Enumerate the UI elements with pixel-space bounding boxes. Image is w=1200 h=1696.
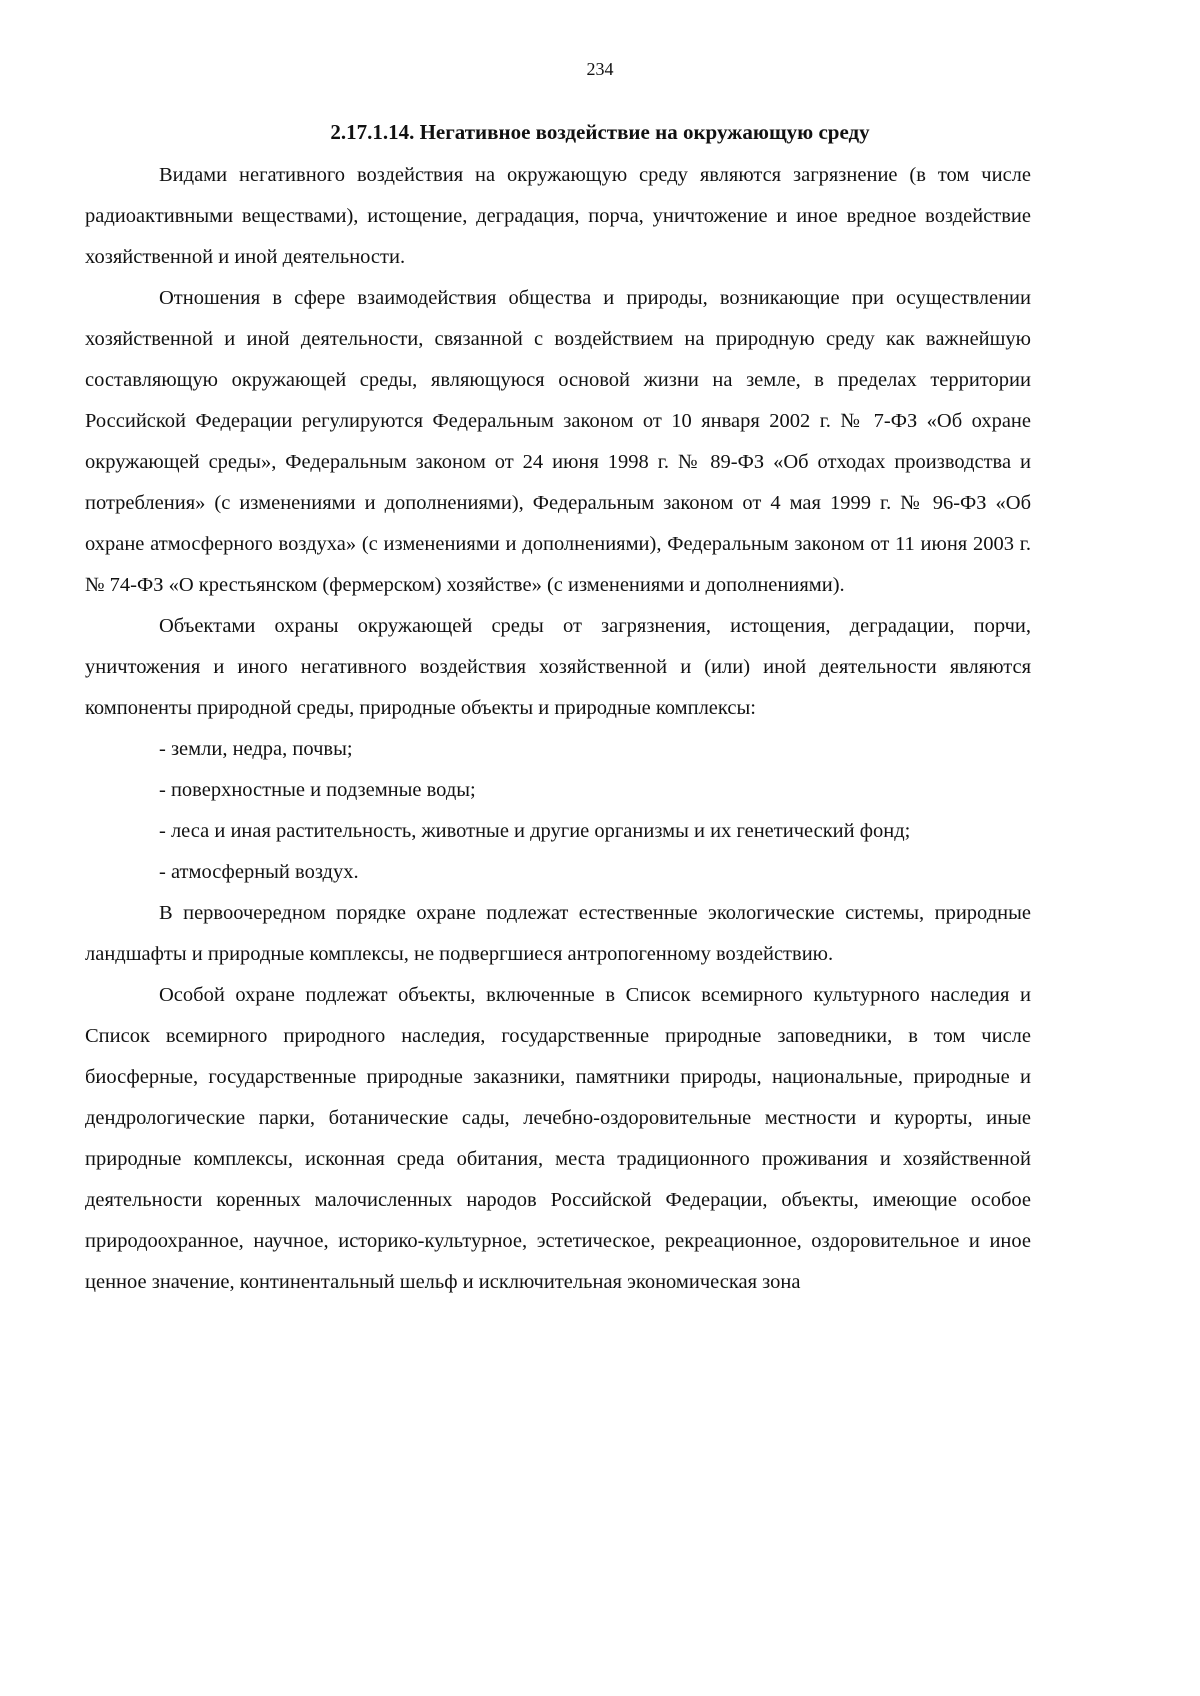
section-heading: 2.17.1.14. Негативное воздействие на окружающую среду xyxy=(330,120,870,144)
document-body xyxy=(85,155,1031,1303)
paragraph-priority-protection: В первоочередном порядке охране подлежат естественные экологические системы, природные ландшафты и природные комплексы, не подвергшиеся антропогенному воздействию. xyxy=(85,902,1031,965)
list-item-air: - атмосферный воздух. xyxy=(159,861,359,883)
paragraph-special-protection: Особой охране подлежат объекты, включенные в Список всемирного культурного наследия и Список всемирного природного наследия, государственные природные заповедники, в том числе биосферные, государственные природные заказники, памятники природы, национальные, природные и дендрологические парки, ботанические сады, лечебно-оздоровительные местности и курорты, иные природные комплексы, исконная среда обитания, места традиционного проживания и хозяйственной деятельности коренных малочисленных народов Российской Федерации, объекты, имеющие особое природоохранное, научное, историко-культурное, эстетическое, рекреационное, оздоровительное и иное ценное значение, континентальный шельф и исключительная экономическая зона xyxy=(85,984,1031,1293)
page-number: 234 xyxy=(586,59,614,79)
paragraph-protection-objects: Объектами охраны окружающей среды от загрязнения, истощения, деградации, порчи, уничтожения и иного негативного воздействия хозяйственной и (или) иной деятельности являются компоненты природной среды, природные объекты и природные комплексы: xyxy=(85,615,1031,719)
list-item-lands: - земли, недра, почвы; xyxy=(159,738,353,760)
list-item-waters: - поверхностные и подземные воды; xyxy=(159,779,476,801)
list-item-forests: - леса и иная растительность, животные и другие организмы и их генетический фонд; xyxy=(159,820,911,842)
paragraph-negative-impact-types: Видами негативного воздействия на окружающую среду являются загрязнение (в том числе радиоактивными веществами), истощение, деградация, порча, уничтожение и иное вредное воздействие хозяйственной и иной деятельности. xyxy=(85,164,1031,268)
paragraph-legal-regulation: Отношения в сфере взаимодействия общества и природы, возникающие при осуществлении хозяйственной и иной деятельности, связанной с воздействием на природную среду как важнейшую составляющую окружающей среды, являющуюся основой жизни на земле, в пределах территории Российской Федерации регулируются Федеральным законом от 10 января 2002 г. № 7-ФЗ «Об охране окружающей среды», Федеральным законом от 24 июня 1998 г. № 89-ФЗ «Об отходах производства и потребления» (с изменениями и дополнениями), Федеральным законом от 4 мая 1999 г. № 96-ФЗ «Об охране атмосферного воздуха» (с изменениями и дополнениями), Федеральным законом от 11 июня 2003 г. № 74-ФЗ «О крестьянском (фермерском) хозяйстве» (с изменениями и дополнениями). xyxy=(85,287,1031,596)
